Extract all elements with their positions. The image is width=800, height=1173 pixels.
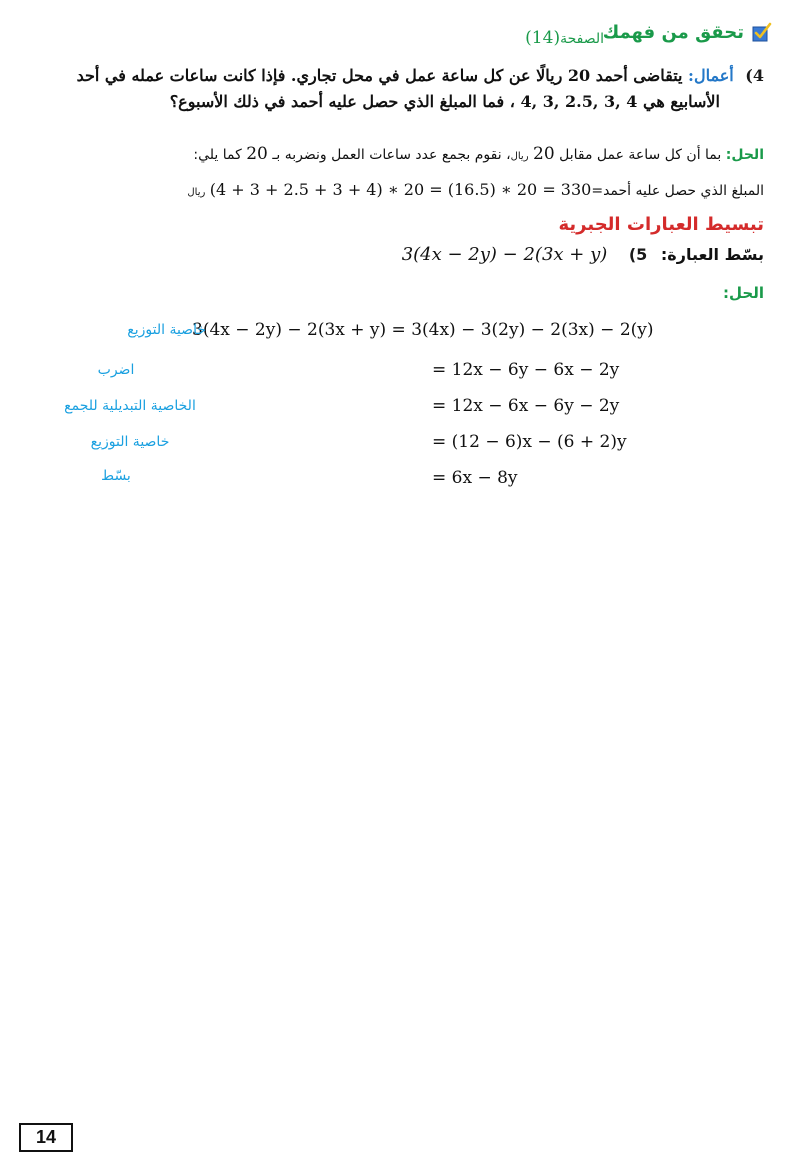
problem-prompt: بسّط العبارة: — [660, 245, 764, 264]
solution-4-line2 — [24, 180, 764, 199]
derivation-step-reason: الخاصية التبديلية للجمع — [64, 398, 196, 414]
solution-label: الحل: — [723, 284, 764, 302]
check-understanding-title: تحقق من فهمك — [602, 22, 744, 43]
problem-number: 4) — [745, 66, 764, 85]
solution-label: الحل: — [725, 147, 764, 163]
derivation-step-math: = 12x − 6x − 6y − 2y — [432, 396, 620, 416]
problem-5-statement — [24, 244, 764, 265]
derivation-step-reason: اضرب — [97, 362, 135, 378]
problem-4-statement-line2 — [20, 92, 720, 111]
page-reference — [525, 28, 604, 48]
problem-text: الأسابيع هي — [643, 92, 720, 111]
derivation-step-reason: خاصية التوزيع — [90, 434, 170, 450]
derivation-step-math: = 6x − 8y — [432, 468, 518, 488]
problem-keyword: أعمال: — [688, 66, 734, 85]
currency-unit: ريال — [187, 187, 206, 198]
problem-number: 5) — [628, 245, 648, 264]
hours-list: 4, 3, 2.5, 3, 4 — [520, 92, 638, 111]
check-box-icon — [752, 22, 772, 42]
solution-text: ، نقوم بجمع عدد ساعات العمل ونضربه بـ — [272, 147, 511, 163]
rate-value: 20 — [533, 144, 555, 164]
solution-4-line1 — [24, 144, 764, 164]
problem-text: يتقاضى أحمد 20 ريالًا عن كل ساعة عمل في محل تجاري. فإذا كانت ساعات عمله في أحد — [76, 66, 683, 85]
derivation-step-math: = 12x − 6y − 6x − 2y — [432, 360, 620, 380]
multiplier-value: 20 — [246, 144, 268, 164]
solution-text: بما أن كل ساعة عمل مقابل — [559, 147, 722, 163]
section-title: تبسيط العبارات الجبرية — [558, 214, 764, 235]
page-number: 14 — [19, 1123, 73, 1152]
solution-text: كما يلي: — [193, 147, 242, 163]
page-ref-number: (14) — [525, 28, 561, 48]
problem-text: ، فما المبلغ الذي حصل عليه أحمد في ذلك الأسبوع؟ — [169, 92, 515, 111]
derivation-step-reason: بسّط — [101, 468, 131, 484]
page-label: الصفحة — [560, 31, 604, 47]
expression: 3(4x − 2y) − 2(3x + y) — [401, 244, 608, 265]
problem-4-statement-line1 — [24, 66, 764, 85]
derivation-step-math: 3(4x − 2y) − 2(3x + y) = 3(4x) − 3(2y) − 2(3x) − 2(y) — [192, 320, 654, 340]
amount-equation: (4 + 3 + 2.5 + 3 + 4) ∗ 20 = (16.5) ∗ 20 = 330 — [209, 180, 592, 199]
derivation-step-math: = (12 − 6)x − (6 + 2)y — [432, 432, 627, 452]
solution-text: المبلغ الذي حصل عليه أحمد= — [591, 183, 764, 199]
currency-unit: ريال — [510, 151, 529, 162]
derivation-step-reason: خاصية التوزيع — [127, 322, 206, 338]
